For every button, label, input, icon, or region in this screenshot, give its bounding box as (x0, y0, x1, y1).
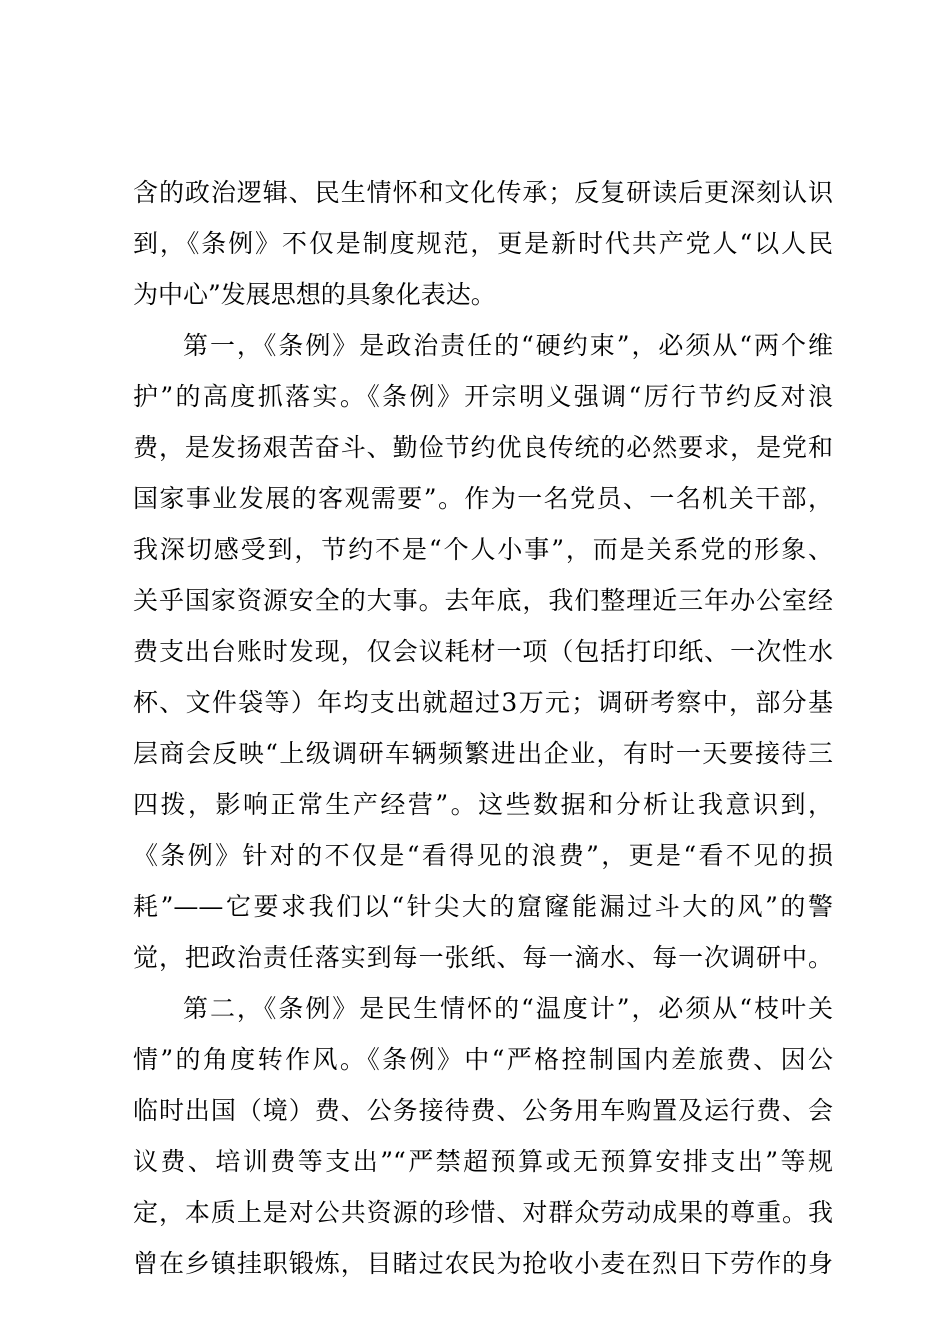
body-line: 定，本质上是对公共资源的珍惜、对群众劳动成果的尊重。我 (133, 1198, 833, 1227)
paragraph-first-line: 第二，《条例》是民生情怀的“温度计”，必须从“枝叶关 (183, 994, 833, 1023)
body-line: 费支出台账时发现，仅会议耗材一项（包括打印纸、一次性水 (133, 637, 833, 666)
body-line: 议费、培训费等支出”“严禁超预算或无预算安排支出”等规 (133, 1147, 833, 1176)
body-line: 费，是发扬艰苦奋斗、勤俭节约优良传统的必然要求，是党和 (133, 433, 833, 462)
body-line: 到，《条例》不仅是制度规范，更是新时代共产党人“以人民 (133, 229, 833, 258)
body-line: 临时出国（境）费、公务接待费、公务用车购置及运行费、会 (133, 1096, 833, 1125)
body-line: 国家事业发展的客观需要”。作为一名党员、一名机关干部， (133, 484, 833, 513)
body-line: 杯、文件袋等）年均支出就超过3万元；调研考察中，部分基 (133, 688, 833, 717)
body-line: 层商会反映“上级调研车辆频繁进出企业，有时一天要接待三 (133, 739, 833, 768)
body-line: 我深切感受到，节约不是“个人小事”，而是关系党的形象、 (133, 535, 833, 564)
body-line: 曾在乡镇挂职锻炼，目睹过农民为抢收小麦在烈日下劳作的身 (133, 1249, 833, 1278)
body-line: 情”的角度转作风。《条例》中“严格控制国内差旅费、因公 (133, 1045, 833, 1074)
body-line: 耗”——它要求我们以“针尖大的窟窿能漏过斗大的风”的警 (133, 892, 833, 921)
body-line: 护”的高度抓落实。《条例》开宗明义强调“厉行节约反对浪 (133, 382, 833, 411)
body-line: 四拨，影响正常生产经营”。这些数据和分析让我意识到， (133, 790, 833, 819)
body-line: 含的政治逻辑、民生情怀和文化传承；反复研读后更深刻认识 (133, 178, 833, 207)
body-line: 《条例》针对的不仅是“看得见的浪费”，更是“看不见的损 (133, 841, 833, 870)
body-line: 为中心”发展思想的具象化表达。 (133, 280, 496, 309)
paragraph-first-line: 第一，《条例》是政治责任的“硬约束”，必须从“两个维 (183, 331, 833, 360)
body-line: 关乎国家资源安全的大事。去年底，我们整理近三年办公室经 (133, 586, 833, 615)
body-line: 觉，把政治责任落实到每一张纸、每一滴水、每一次调研中。 (133, 943, 833, 972)
